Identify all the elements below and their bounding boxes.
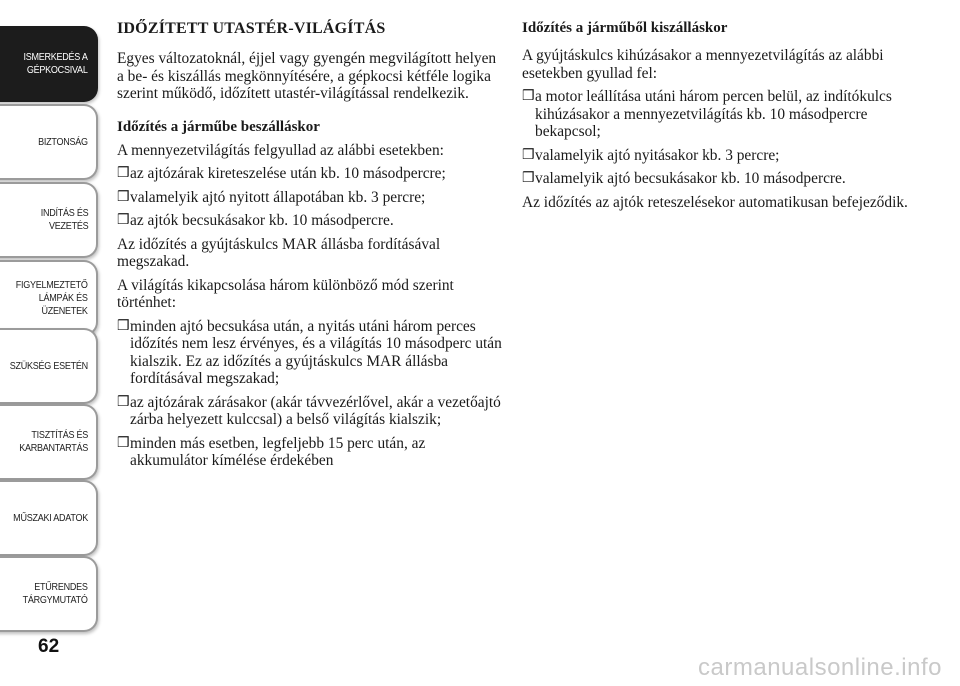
- tab-label: MŰSZAKI ADATOK: [13, 511, 88, 524]
- subheading-exit: Időzítés a járműből kiszálláskor: [522, 20, 728, 36]
- list-item: [117, 165, 502, 183]
- chapter-sidebar: [0, 0, 100, 640]
- tab-targymutato[interactable]: [0, 556, 98, 632]
- list-item-text: az ajtók becsukásakor kb. 10 másodpercre.: [130, 212, 394, 229]
- page-number: 62: [38, 636, 60, 657]
- checkbox-bullet-icon: ❒: [117, 213, 130, 228]
- entry-conditions-list: [117, 165, 502, 230]
- checkbox-bullet-icon: ❒: [117, 189, 130, 205]
- list-item: [117, 318, 502, 388]
- checkbox-bullet-icon: ❒: [522, 171, 535, 186]
- tab-label: TISZTÍTÁS ÉS KARBANTARTÁS: [19, 429, 88, 454]
- tab-label: BIZTONSÁG: [38, 135, 88, 148]
- list-item-text: minden más esetben, legfeljebb 15 perc után, az akkumulátor kímélése érdekében: [130, 434, 426, 469]
- tab-tisztitas[interactable]: [0, 404, 98, 480]
- subheading-entry: Időzítés a járműbe beszálláskor: [117, 118, 320, 135]
- tab-muszaki[interactable]: [0, 480, 98, 556]
- tab-figyelmezteto[interactable]: [0, 260, 98, 336]
- list-item-text: a motor leállítása utáni három percen belül, az indítókulcs kihúzásakor a mennyezetvilágítás kb. 10 másodpercre bekapcsol;: [535, 88, 892, 140]
- tab-label: ISMERKEDÉS A GÉPKOCSIVAL: [23, 51, 88, 76]
- left-column: [117, 20, 502, 476]
- list-item: [117, 435, 502, 470]
- list-item: [522, 170, 912, 188]
- exit-conditions-list: [522, 88, 912, 188]
- closing-paragraph: Az időzítés az ajtók reteszelésekor automatikusan befejeződik.: [522, 193, 908, 211]
- tab-label: SZÜKSÉG ESETÉN: [9, 359, 88, 372]
- lead-paragraph: A gyújtáskulcs kihúzásakor a mennyezetvilágítás az alábbi esetekben gyullad fel:: [522, 47, 884, 82]
- section-title: IDŐZÍTETT UTASTÉR-VILÁGÍTÁS: [117, 20, 386, 37]
- list-item: [522, 147, 912, 165]
- list-item-text: valamelyik ajtó becsukásakor kb. 10 másodpercre.: [535, 170, 846, 187]
- watermark: carmanualsonline.info: [698, 654, 942, 681]
- checkbox-bullet-icon: ❒: [117, 435, 130, 451]
- list-item-text: az ajtózárak kireteszelése után kb. 10 másodpercre;: [130, 165, 446, 182]
- lead-paragraph: A mennyezetvilágítás felgyullad az alábbi esetekben:: [117, 141, 444, 159]
- checkbox-bullet-icon: ❒: [117, 394, 130, 410]
- list-item: [522, 88, 912, 141]
- list-item: [117, 212, 502, 230]
- tab-ismerkedes[interactable]: [0, 26, 98, 102]
- checkbox-bullet-icon: ❒: [117, 166, 130, 181]
- tab-inditas[interactable]: [0, 182, 98, 258]
- tab-label: INDÍTÁS ÉS VEZETÉS: [40, 207, 88, 232]
- switch-off-paragraph: A világítás kikapcsolása három különböző mód szerint történhet:: [117, 276, 454, 311]
- tab-label: FIGYELMEZTETŐ LÁMPÁK ÉS ÜZENETEK: [16, 278, 88, 317]
- list-item-text: az ajtózárak zárásakor (akár távvezérlővel, akár a vezetőajtó zárba helyezett kulccsal) a belső világítás kialszik;: [130, 393, 501, 428]
- checkbox-bullet-icon: ❒: [522, 147, 535, 163]
- right-column: [522, 20, 912, 217]
- list-item: [117, 189, 502, 207]
- mar-paragraph: Az időzítés a gyújtáskulcs MAR állásba fordításával megszakad.: [117, 235, 441, 270]
- intro-paragraph: Egyes változatoknál, éjjel vagy gyengén megvilágított helyen a be- és kiszállás megkönnyítésére, a gépkocsi kétféle logika szerint működő, időzített utastér-világítással rendelkezik.: [117, 50, 497, 102]
- tab-label: ETŰRENDES TÁRGYMUTATÓ: [22, 581, 88, 606]
- checkbox-bullet-icon: ❒: [522, 89, 535, 104]
- list-item-text: valamelyik ajtó nyitásakor kb. 3 percre;: [535, 146, 780, 164]
- list-item-text: minden ajtó becsukása után, a nyitás utáni három perces időzítés nem lesz érvényes, és a világítás 10 másodperc után kialszik. Ez az időzítés a gyújtáskulcs MAR állásba fordításával megszakad;: [130, 317, 502, 387]
- checkbox-bullet-icon: ❒: [117, 318, 130, 334]
- tab-szukseg[interactable]: [0, 328, 98, 404]
- switch-off-list: [117, 318, 502, 470]
- tab-biztonsag[interactable]: [0, 104, 98, 180]
- list-item: [117, 394, 502, 429]
- list-item-text: valamelyik ajtó nyitott állapotában kb. 3 percre;: [130, 188, 426, 206]
